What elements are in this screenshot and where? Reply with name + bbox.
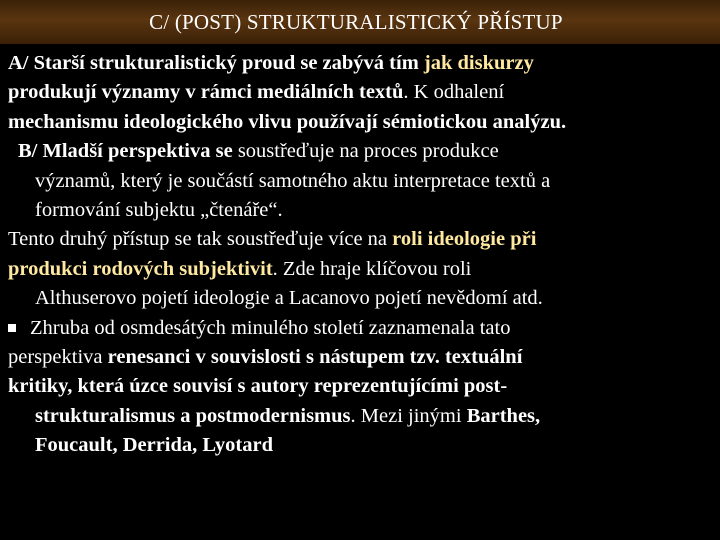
slide-body [8, 49, 714, 461]
text-run: A/ Starší strukturalistický proud se zabývá tím [8, 52, 424, 74]
text-run: formování subjektu „čtenáře“. [35, 199, 283, 222]
paragraph-d-line-4 [8, 402, 714, 431]
text-run: Foucault, Derrida, Lyotard [35, 434, 274, 457]
paragraph-a-line-2 [8, 78, 714, 107]
text-run: produkují významy v rámci mediálních textů [8, 81, 404, 104]
paragraph-d-line-2 [8, 343, 714, 372]
highlighted-text: produkci rodových subjektivit [8, 257, 273, 280]
text-run: Zhruba od osmdesátých minulého století zaznamenala tato [30, 316, 511, 339]
paragraph-a-line-3 [8, 108, 714, 137]
paragraph-a-line-1 [8, 49, 714, 78]
text-run: B/ Mladší perspektiva se [18, 140, 233, 163]
text-run: mechanismu ideologického vlivu používají sémiotickou analýzu. [8, 110, 567, 133]
text-run: renesanci v souvislosti s nástupem tzv. textuální [107, 346, 523, 369]
paragraph-c-line-1 [8, 225, 714, 254]
slide-title: C/ (POST) STRUKTURALISTICKÝ PŘÍSTUP [149, 9, 563, 34]
title-bar [0, 0, 720, 44]
paragraph-c-line-3 [8, 284, 714, 313]
text-run: strukturalismus a postmodernismus [35, 404, 351, 427]
text-run: . [403, 81, 409, 104]
paragraph-d-line-3 [8, 372, 714, 401]
text-run: K odhalení [408, 81, 505, 104]
text-run: . [350, 404, 356, 427]
paragraph-b-line-2 [8, 167, 714, 196]
paragraph-c-line-2 [8, 255, 714, 284]
text-run: . [272, 257, 278, 280]
text-run: kritiky, která úzce souvisí s autory reprezentujícími post- [8, 375, 508, 398]
text-run: Barthes, [466, 404, 541, 427]
text-run: perspektiva [8, 346, 108, 369]
paragraph-b-line-1 [8, 137, 714, 166]
paragraph-b-line-3 [8, 196, 714, 225]
highlighted-text: roli ideologie při [392, 228, 537, 251]
text-run: Tento druhý přístup se tak soustřeďuje více na [8, 228, 393, 251]
bullet-square-icon [8, 324, 16, 332]
text-run: soustřeďuje na proces produkce [232, 140, 499, 163]
text-run: Althuserovo pojetí ideologie a Lacanovo pojetí nevědomí atd. [35, 287, 543, 310]
text-run: významů, který je součástí samotného aktu interpretace textů a [35, 169, 551, 192]
text-run: Zde hraje klíčovou roli [277, 257, 472, 280]
paragraph-d-line-5 [8, 431, 714, 460]
text-run: Mezi jinými [355, 404, 467, 427]
paragraph-d-line-1 [8, 314, 714, 343]
highlighted-text: jak diskurzy [423, 52, 534, 74]
